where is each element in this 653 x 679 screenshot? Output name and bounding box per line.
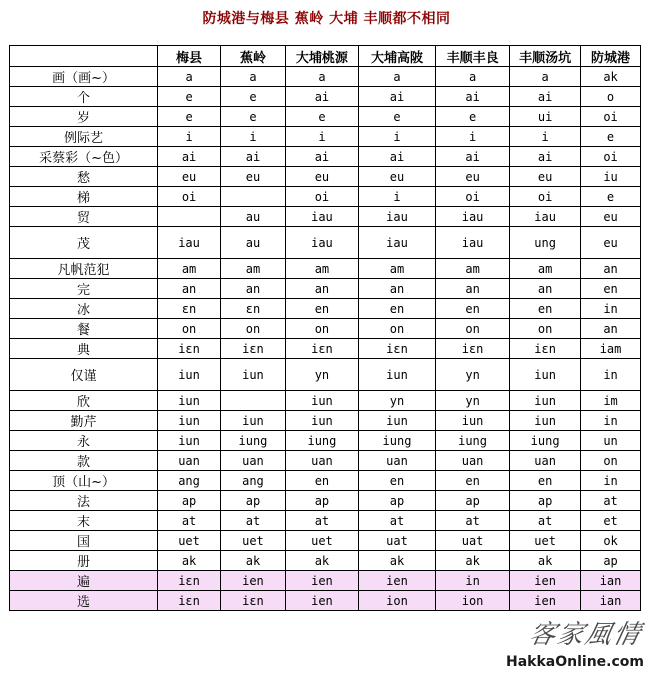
table-cell: iung [358,431,435,451]
table-cell: o [581,87,641,107]
table-row [10,411,641,431]
table-cell: uet [510,531,581,551]
table-cell: on [436,319,510,339]
table-cell: yn [358,391,435,411]
table-cell: au [221,227,286,259]
row-label-cell: 个 [10,87,158,107]
row-label-cell: 凡帆范犯 [10,259,158,279]
table-cell: iau [436,227,510,259]
table-row [10,259,641,279]
table-cell: in [581,359,641,391]
table-cell: at [581,491,641,511]
table-cell: uan [158,451,221,471]
table-cell: iɛn [221,339,286,359]
table-cell: uat [436,531,510,551]
page-title: 防城港与梅县 蕉岭 大埔 丰顺都不相同 [202,11,451,27]
table-cell: ap [581,551,641,571]
table-cell: e [581,127,641,147]
table-row [10,107,641,127]
row-label-cell: 完 [10,279,158,299]
table-cell: ak [158,551,221,571]
table-cell: yn [285,359,358,391]
table-cell: i [358,127,435,147]
table-cell: iun [285,411,358,431]
table-cell: eu [581,207,641,227]
table-cell: im [581,391,641,411]
table-cell: ion [358,591,435,611]
header-cell-jiaoling: 蕉岭 [221,46,286,67]
table-cell: ak [510,551,581,571]
table-row [10,431,641,451]
table-cell: iun [436,411,510,431]
table-cell: an [581,259,641,279]
table-cell: an [581,319,641,339]
header-cell-dabu-gaopi: 大埔高陂 [358,46,435,67]
table-cell: iung [436,431,510,451]
table-cell: iau [510,207,581,227]
row-label-cell: 梯 [10,187,158,207]
table-row [10,471,641,491]
row-label-cell: 国 [10,531,158,551]
table-cell: i [358,187,435,207]
table-cell: a [221,67,286,87]
table-row [10,227,641,259]
table-cell: iun [221,411,286,431]
table-cell: iun [358,411,435,431]
table-cell: am [158,259,221,279]
row-label-cell: 岁 [10,107,158,127]
table-cell: uet [285,531,358,551]
table-cell: i [510,127,581,147]
table-cell: iau [158,227,221,259]
table-cell: iau [285,207,358,227]
table-cell: on [510,319,581,339]
table-row [10,207,641,227]
table-cell: yn [436,359,510,391]
table-cell: ap [158,491,221,511]
table-cell: in [436,571,510,591]
table-cell: an [285,279,358,299]
table-cell: at [221,511,286,531]
table-cell: on [158,319,221,339]
table-row [10,551,641,571]
table-cell: ien [510,591,581,611]
table-cell: et [581,511,641,531]
table-cell: e [221,87,286,107]
table-cell: oi [581,147,641,167]
table-cell: in [581,299,641,319]
table-row [10,531,641,551]
table-row [10,511,641,531]
table-cell: iɛn [358,339,435,359]
table-cell: ien [358,571,435,591]
table-cell: at [436,511,510,531]
table-cell: iung [221,431,286,451]
table-cell: oi [581,107,641,127]
table-row [10,147,641,167]
table-cell: uan [221,451,286,471]
table-cell: iun [158,359,221,391]
table-cell: ien [510,571,581,591]
table-cell: at [158,511,221,531]
table-cell: iau [358,207,435,227]
table-cell: iun [221,359,286,391]
table-cell: iun [158,431,221,451]
table-cell: an [221,279,286,299]
table-cell: ai [158,147,221,167]
row-label-cell: 采蔡彩（~色） [10,147,158,167]
table-cell: a [158,67,221,87]
table-cell: am [358,259,435,279]
table-cell: iɛn [510,339,581,359]
table-cell: iun [510,359,581,391]
watermark-logo-text: 客家風情 [526,620,645,650]
table-cell: en [285,471,358,491]
header-cell-fengshun-fengliang: 丰顺丰良 [436,46,510,67]
table-row [10,391,641,411]
table-cell: en [510,471,581,491]
header-cell-meixian: 梅县 [158,46,221,67]
table-cell: eu [510,167,581,187]
table-row [10,451,641,471]
table-cell: an [358,279,435,299]
dialect-comparison-table [9,45,641,611]
table-cell: at [510,511,581,531]
row-label-cell: 画（画~） [10,67,158,87]
table-cell: iun [510,411,581,431]
table-cell: at [285,511,358,531]
table-cell: ok [581,531,641,551]
table-cell: ai [285,87,358,107]
table-cell: uet [221,531,286,551]
table-cell: oi [285,187,358,207]
table-cell: in [581,411,641,431]
table-cell: iau [285,227,358,259]
table-cell: e [285,107,358,127]
table-cell: ien [285,571,358,591]
row-label-cell: 茂 [10,227,158,259]
table-cell: oi [436,187,510,207]
row-label-cell: 勤芹 [10,411,158,431]
table-row [10,279,641,299]
table-cell: ai [358,87,435,107]
table-cell: yn [436,391,510,411]
table-cell: am [510,259,581,279]
row-label-cell: 遍 [10,571,158,591]
table-cell: am [436,259,510,279]
table-cell: ien [285,591,358,611]
row-label-cell: 选 [10,591,158,611]
table-row [10,87,641,107]
table-row [10,591,641,611]
table-cell: ɛn [221,299,286,319]
table-cell: on [581,451,641,471]
table-cell: ai [436,147,510,167]
table-cell: iɛn [285,339,358,359]
table-cell: e [158,107,221,127]
row-label-cell: 顶（山~） [10,471,158,491]
table-cell: eu [581,227,641,259]
table-cell: ian [581,591,641,611]
table-cell: en [510,299,581,319]
table-cell: au [221,207,286,227]
table-cell: ak [581,67,641,87]
table-cell: en [436,471,510,491]
header-cell-fengshun-tangkeng: 丰顺汤坑 [510,46,581,67]
table-cell: ak [285,551,358,571]
table-cell [221,187,286,207]
table-cell: an [436,279,510,299]
table-cell: ai [285,147,358,167]
table-cell: a [358,67,435,87]
table-cell: oi [510,187,581,207]
table-cell: uan [358,451,435,471]
table-cell: ai [358,147,435,167]
table-cell: ak [221,551,286,571]
table-cell: i [221,127,286,147]
table-cell: am [285,259,358,279]
table-cell: ion [436,591,510,611]
table-cell: ai [436,87,510,107]
table-cell: i [158,127,221,147]
table-row [10,319,641,339]
table-cell: en [436,299,510,319]
table-cell: in [581,471,641,491]
table-cell: en [581,279,641,299]
row-label-cell: 例际艺 [10,127,158,147]
table-cell: on [285,319,358,339]
table-cell: iam [581,339,641,359]
table-cell: ian [581,571,641,591]
table-cell: ɛn [158,299,221,319]
row-label-cell: 册 [10,551,158,571]
table-cell: iɛn [158,591,221,611]
table-cell: on [221,319,286,339]
table-cell: iɛn [436,339,510,359]
table-cell: uet [158,531,221,551]
table-cell: eu [436,167,510,187]
table-row [10,491,641,511]
table-cell: eu [221,167,286,187]
table-row [10,187,641,207]
table-cell: iung [510,431,581,451]
table-cell: iau [436,207,510,227]
table-cell: iɛn [158,339,221,359]
table-cell: iun [158,411,221,431]
table-row [10,167,641,187]
table-cell: ap [510,491,581,511]
table-row [10,299,641,319]
table-cell: e [221,107,286,127]
row-label-cell: 欣 [10,391,158,411]
header-cell-dabu-taoyuan: 大埔桃源 [285,46,358,67]
row-label-cell: 冰 [10,299,158,319]
table-cell: e [436,107,510,127]
table-cell: iun [358,359,435,391]
table-cell: ai [510,147,581,167]
table-row [10,359,641,391]
table-cell: an [158,279,221,299]
table-cell: iun [285,391,358,411]
table-cell: ak [436,551,510,571]
row-label-cell: 贸 [10,207,158,227]
table-cell: a [510,67,581,87]
table-cell: ung [510,227,581,259]
table-cell: ui [510,107,581,127]
table-cell: iu [581,167,641,187]
table-cell: a [436,67,510,87]
row-label-cell: 典 [10,339,158,359]
row-label-cell: 款 [10,451,158,471]
table-cell: am [221,259,286,279]
watermark-url: HakkaOnline.com [506,654,644,670]
table-cell: uan [285,451,358,471]
table-cell: i [436,127,510,147]
table-cell: ang [158,471,221,491]
table-cell: en [358,299,435,319]
row-label-cell: 仅谨 [10,359,158,391]
table-cell: at [358,511,435,531]
row-label-cell: 末 [10,511,158,531]
table-cell: ap [221,491,286,511]
table-cell: ak [358,551,435,571]
table-cell: i [285,127,358,147]
row-label-cell: 永 [10,431,158,451]
table-cell: a [285,67,358,87]
table-cell: e [581,187,641,207]
header-cell-fangchenggang: 防城港 [581,46,641,67]
table-cell: ien [221,571,286,591]
header-row [10,46,641,67]
table-body [10,67,641,611]
table-cell [221,391,286,411]
row-label-cell: 餐 [10,319,158,339]
table-cell: eu [285,167,358,187]
table-cell: en [358,471,435,491]
table-cell: ap [285,491,358,511]
table-cell: ap [358,491,435,511]
table-row [10,339,641,359]
table-cell: ang [221,471,286,491]
table-cell: ap [436,491,510,511]
table-cell: iun [158,391,221,411]
table-cell [158,207,221,227]
table-cell: oi [158,187,221,207]
table-cell: an [510,279,581,299]
table-cell: iɛn [158,571,221,591]
row-label-cell: 愁 [10,167,158,187]
header-cell-corner [10,46,158,67]
table-cell: on [358,319,435,339]
table-cell: eu [358,167,435,187]
table-cell: uan [436,451,510,471]
table-cell: iung [285,431,358,451]
table-cell: e [158,87,221,107]
table-cell: iun [510,391,581,411]
table-cell: e [358,107,435,127]
table-cell: en [285,299,358,319]
row-label-cell: 法 [10,491,158,511]
table-cell: uan [510,451,581,471]
table-cell: iau [358,227,435,259]
table-cell: iɛn [221,591,286,611]
table-row [10,127,641,147]
table-cell: ai [510,87,581,107]
watermark [506,614,650,676]
table-cell: un [581,431,641,451]
table-row [10,571,641,591]
table-cell: uat [358,531,435,551]
table-cell: ai [221,147,286,167]
table-row [10,67,641,87]
table-cell: eu [158,167,221,187]
